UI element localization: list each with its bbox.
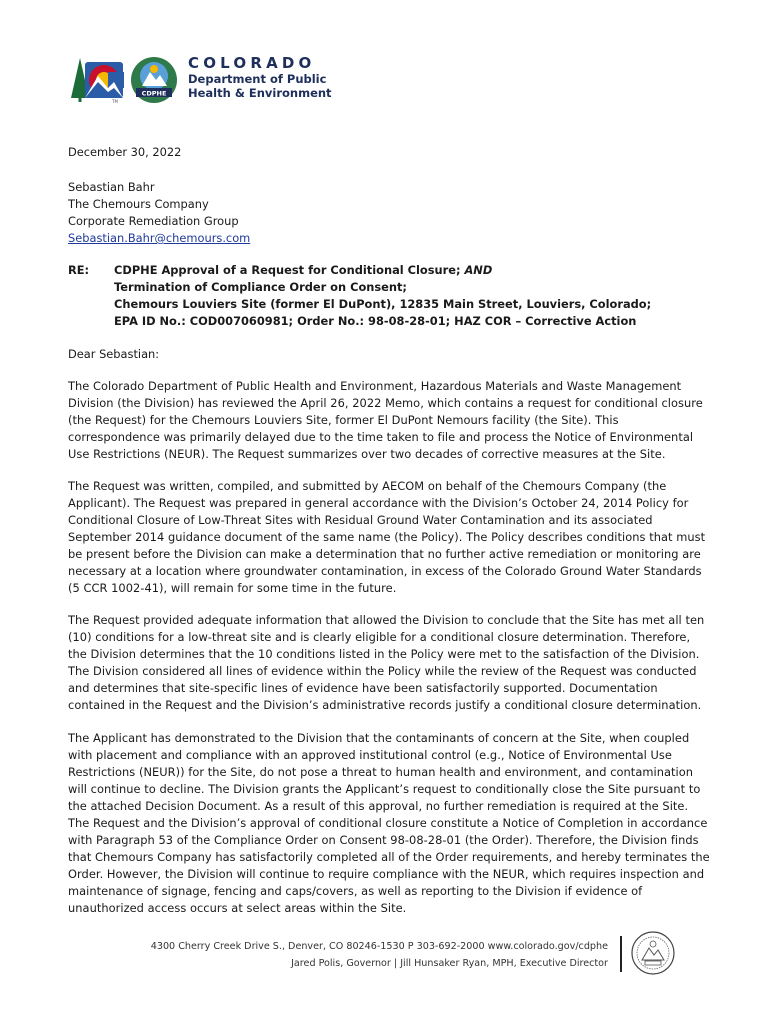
paragraph-line: The Request provided adequate information that allowed the Division to conclude that the Site has met all ten: [68, 613, 705, 627]
recipient-company: The Chemours Company: [68, 197, 209, 211]
paragraph-line: the attached Decision Document. As a result of this approval, no further remediation is required at the Site.: [68, 799, 689, 813]
subject-label: RE:: [68, 263, 90, 277]
subject-line-2: Termination of Compliance Order on Consent;: [114, 280, 407, 294]
subject-line-3: Chemours Louviers Site (former El DuPont), 12835 Main Street, Louviers, Colorado;: [114, 297, 652, 311]
paragraph-line: and determines that site-specific lines of evidence have been satisfactorily supported. Documentation: [68, 681, 658, 695]
footer: [100, 938, 608, 972]
department-line-2: Health & Environment: [188, 86, 332, 100]
letter-date: December 30, 2022: [68, 145, 182, 159]
paragraph-1: [68, 378, 708, 463]
footer-divider: [620, 936, 622, 972]
paragraph-line: Order. However, the Division will continue to require compliance with the NEUR, which requires inspection and: [68, 867, 705, 881]
paragraph-line: the Division determines that the 10 conditions listed in the Policy were met to the satisfaction of the Division.: [68, 647, 700, 661]
paragraph-line: will continue to decline. The Division grants the Applicant’s request to conditionally close the Site pursuant to: [68, 782, 701, 796]
paragraph-line: correspondence was primarily delayed due to the time taken to file and process the Notice of Environmental: [68, 430, 694, 444]
recipient-group: Corporate Remediation Group: [68, 214, 239, 228]
paragraph-line: The Request and the Division’s approval of conditional closure constitute a Notice of Completion in accordance: [68, 816, 708, 830]
paragraph-line: be present before the Division can make a determination that no further active remediation or monitoring are: [68, 547, 701, 561]
subject-line-1-emphasis: AND: [464, 263, 493, 277]
subject-lines: [114, 262, 708, 330]
paragraph-line: Division (the Division) has reviewed the April 26, 2022 Memo, which contains a request for conditional closure: [68, 396, 703, 410]
paragraph-3: [68, 612, 708, 714]
subject-line-4: EPA ID No.: COD007060981; Order No.: 98-08-28-01; HAZ COR – Corrective Action: [114, 314, 637, 328]
paragraph-line: with placement and compliance with an approved institutional control (e.g., Notice of Environmental Use: [68, 748, 672, 762]
paragraph-line: that Chemours Company has satisfactorily completed all of the Order requirements, and hereby terminates the: [68, 850, 710, 864]
paragraph-line: contained in the Request and the Division’s administrative records justify a conditional closure determination.: [68, 698, 702, 712]
paragraph-line: Restrictions (NEUR)) for the Site, do not pose a threat to human health and environment, and contamination: [68, 765, 694, 779]
subject-line-1: CDPHE Approval of a Request for Conditional Closure;: [114, 263, 465, 277]
paragraph-line: The Applicant has demonstrated to the Division that the contaminants of concern at the Site, when coupled: [68, 731, 690, 745]
department-line-1: Department of Public: [188, 72, 327, 86]
paragraph-line: September 2014 guidance document of the same name (the Policy). The Policy describes conditions that must: [68, 530, 706, 544]
paragraph-line: unauthorized access occurs at select areas within the Site.: [68, 901, 407, 915]
paragraph-line: The Request was written, compiled, and submitted by AECOM on behalf of the Chemours Company (the: [68, 479, 667, 493]
agency-name: [188, 54, 332, 100]
paragraph-line: Use Restrictions (NEUR). The Request summarizes over two decades of corrective measures at the Site.: [68, 447, 666, 461]
salutation: Dear Sebastian:: [68, 347, 160, 361]
paragraph-line: necessary at a location where groundwater contamination, in excess of the Colorado Ground Water Standards: [68, 564, 702, 578]
paragraph-line: The Colorado Department of Public Health and Environment, Hazardous Materials and Waste Management: [68, 379, 682, 393]
paragraph-line: (the Request) for the Chemours Louviers Site, former El DuPont Nemours facility (the Site). This: [68, 413, 619, 427]
paragraph-line: maintenance of signage, fencing and caps/covers, as well as reporting to the Division if evidence of: [68, 884, 643, 898]
paragraph-line: Conditional Closure of Low-Threat Sites with Residual Ground Water Contamination and its associated: [68, 513, 653, 527]
paragraph-line: with Paragraph 53 of the Compliance Order on Consent 98-08-28-01 (the Order). Therefore, the Division finds: [68, 833, 699, 847]
recipient-name: Sebastian Bahr: [68, 180, 155, 194]
recipient-email-link[interactable]: Sebastian.Bahr@chemours.com: [68, 231, 251, 245]
trademark-label: TM: [112, 99, 118, 104]
paragraph-4: [68, 730, 708, 917]
paragraph-line: (10) conditions for a low-threat site and is clearly eligible for a conditional closure determination. Therefore,: [68, 630, 691, 644]
footer-address: 4300 Cherry Creek Drive S., Denver, CO 80246-1530 P 303-692-2000 www.colorado.gov/cdphe: [150, 941, 608, 952]
paragraph-2: [68, 478, 708, 597]
paragraph-line: (5 CCR 1002-41), will remain for some time in the future.: [68, 581, 397, 595]
state-name: COLORADO: [188, 54, 316, 72]
paragraph-line: Applicant). The Request was prepared in general accordance with the Division’s October 24, 2014 Policy for: [68, 496, 689, 510]
colorado-logo-icon: [68, 54, 126, 104]
footer-officials: Jared Polis, Governor | Jill Hunsaker Ryan, MPH, Executive Director: [291, 958, 608, 969]
paragraph-line: The Division considered all lines of evidence within the Policy while the review of the Request was conducted: [68, 664, 697, 678]
cdphe-badge-label: CDPHE: [141, 89, 167, 98]
recipient-block: [68, 179, 708, 247]
state-seal-icon: [630, 930, 676, 976]
cdphe-seal-icon: [130, 56, 178, 104]
